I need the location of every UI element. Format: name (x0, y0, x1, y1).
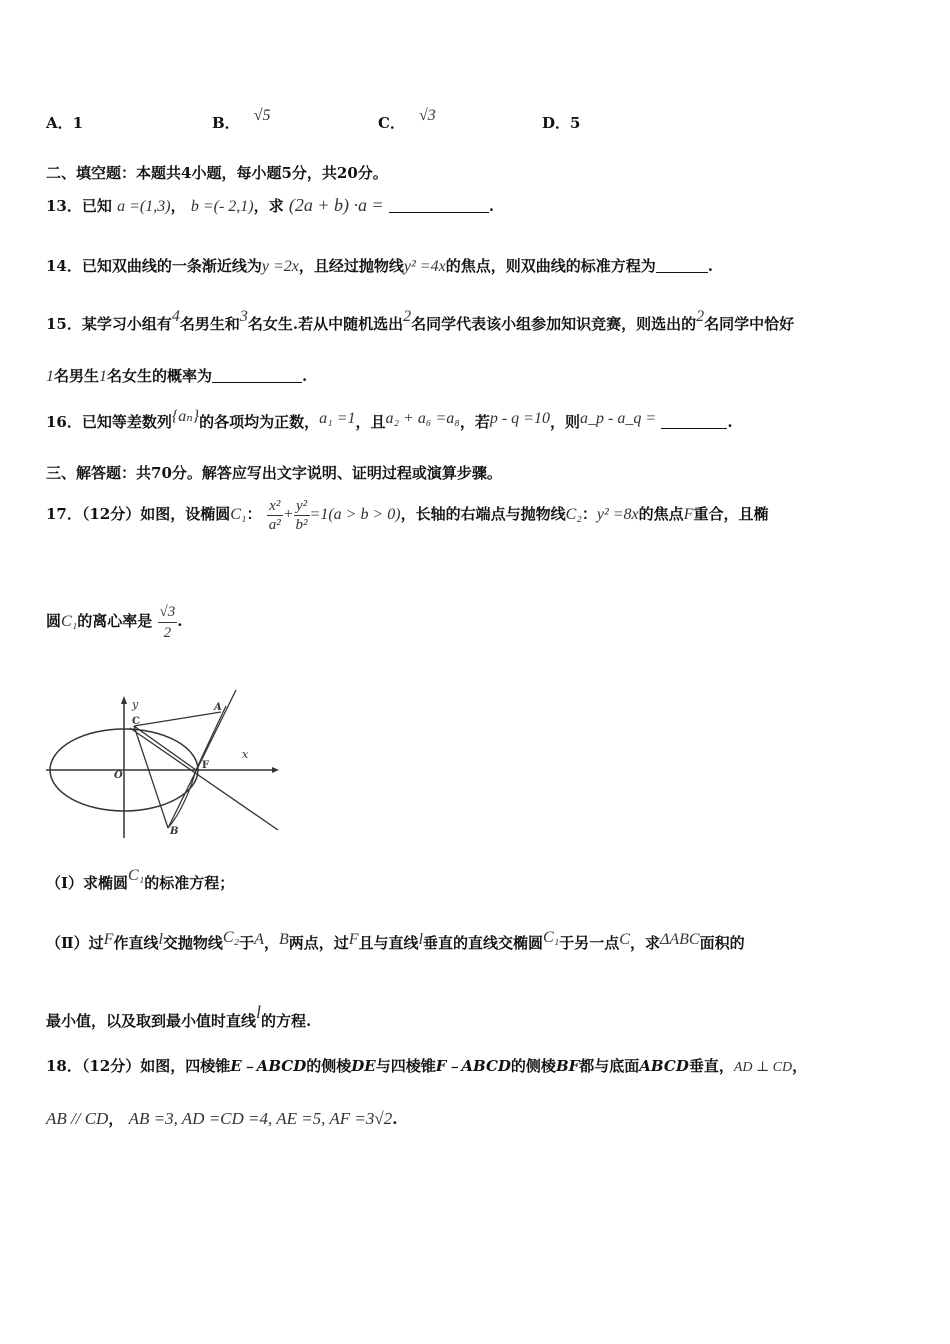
q16-answer-blank[interactable] (661, 414, 727, 429)
q15-text-6: 名男生 (54, 367, 100, 385)
q16-condition: a₂ + a₆ =a₈ (385, 410, 460, 427)
option-b (212, 107, 271, 133)
q17-colon: ： (246, 505, 262, 523)
q17-part2-text-d: 于 (239, 934, 255, 952)
q17-parabola: y² =8x (596, 506, 639, 523)
q17-part2-line2-a: 最小值，以及取到最小值时直线 (46, 1012, 257, 1030)
question-15-line2 (46, 365, 307, 386)
q17-part1 (46, 867, 235, 893)
q15-text-3: 名女生.若从中随机选出 (247, 315, 404, 333)
q17-part2-text-g: 且与直线 (358, 934, 419, 952)
option-a-value: 1 (72, 114, 84, 132)
q15-text-5: 名同学中恰好 (704, 315, 795, 333)
q15-num-select-2: 2 (696, 308, 705, 325)
q16-text-1: 16．已知等差数列 (46, 413, 172, 431)
q13-ask: ，求 (253, 197, 284, 215)
q14-prefix: 14．已知双曲线的一条渐近线为 (46, 257, 262, 275)
q17-part2-point-b: B (278, 931, 289, 948)
q17-part2-point-c: C (619, 931, 630, 948)
x-axis-arrow (272, 767, 279, 773)
q17-part2-text-c: 交抛物线 (162, 934, 223, 952)
q15-num-boys: 4 (171, 308, 180, 325)
q18-edge-de: DE (351, 1057, 376, 1075)
q17-part2-text-f: 两点，过 (288, 934, 349, 952)
q15-num-girls: 3 (239, 308, 248, 325)
q16-sequence: {aₙ} (171, 408, 200, 425)
q18-end: . (392, 1110, 398, 1128)
section3-heading: 三、解答题：共70分。解答应写出文字说明、证明过程或演算步骤。 (46, 464, 502, 482)
label-a: A (214, 702, 222, 713)
q18-text-2: 的侧棱 (306, 1057, 352, 1075)
q17-c1: C₁ (230, 506, 247, 523)
q16-text-4: ，若 (459, 413, 490, 431)
option-d-label: D． (542, 114, 571, 132)
q13-sep: ， (170, 197, 186, 215)
q15-num-one-girl: 1 (99, 368, 108, 385)
q15-text-1: 15．某学习小组有 (46, 315, 172, 333)
option-b-label: B． (212, 114, 240, 132)
y-axis-arrow (121, 696, 127, 704)
q18-edge-bf: BF (555, 1057, 580, 1075)
q17-part2-text-a: （Ⅱ）过 (46, 934, 104, 952)
q17-part2-text-b: 作直线 (113, 934, 159, 952)
q15-num-select: 2 (403, 308, 412, 325)
q15-text-2: 名男生和 (179, 315, 240, 333)
q18-text-4: 的侧棱 (510, 1057, 556, 1075)
label-x: x (242, 748, 249, 761)
q16-pq: p - q =10 (489, 410, 550, 427)
q18-parallel: AB // CD (46, 1109, 109, 1128)
q18-pyramid-e: E﹣ABCD (230, 1057, 307, 1075)
line-l (168, 690, 236, 828)
question-16 (46, 408, 733, 432)
q17-part2-line1 (46, 929, 745, 953)
q14-parabola: y² =4x (403, 258, 446, 275)
q17-part2-text-j: ，求 (629, 934, 660, 952)
label-y: y (132, 698, 139, 711)
q18-text-7: ， (792, 1057, 808, 1075)
q16-text-5: ，则 (549, 413, 580, 431)
q18-values: AB =3, AD =CD =4, AE =5, AF =3√2 (128, 1109, 393, 1128)
q15-end: . (302, 367, 308, 385)
q15-answer-blank[interactable] (212, 368, 302, 383)
segment-ca (134, 712, 221, 726)
q17-c2: C₂ (565, 506, 582, 523)
q16-text-3: ，且 (355, 413, 386, 431)
q17-ecc-den: 2 (163, 624, 172, 641)
q17-part1-post: 的标准方程； (144, 874, 235, 892)
option-c (378, 107, 436, 133)
q17-part2-line2-b: 的方程. (261, 1012, 312, 1030)
q17-frac-y-den: b² (295, 516, 308, 533)
q17-part1-pre: （Ⅰ）求椭圆 (46, 874, 129, 892)
question-13 (46, 195, 494, 216)
q17-focus-f: F (683, 506, 694, 523)
option-c-value: √3 (418, 107, 436, 124)
q17-part2-l: l (158, 931, 163, 948)
q17-text-1: 17．（12分）如图，设椭圆 (46, 505, 231, 523)
q16-end: . (727, 413, 733, 431)
q17-part2-point-a: A (254, 931, 264, 948)
q13-vector-b: b =(- 2,1) (190, 198, 254, 215)
option-b-value: √5 (253, 107, 271, 124)
q13-answer-blank[interactable] (389, 198, 489, 213)
q13-expression: (2a + b) ·a = (288, 195, 384, 215)
question-17-line1 (46, 494, 768, 534)
q14-post: 的焦点，则双曲线的标准方程为 (445, 257, 656, 275)
question-17-line2 (46, 598, 182, 644)
q17-part2-triangle: ΔABC (659, 931, 700, 948)
q17-frac-x-den: a² (268, 516, 281, 533)
option-c-label: C． (378, 114, 405, 132)
q18-text-5: 都与底面 (579, 1057, 640, 1075)
q13-prefix: 13．已知 (46, 197, 112, 215)
q17-frac-y (294, 497, 310, 534)
q17-part2-line2 (46, 1002, 312, 1031)
q13-vector-a: a =(1,3) (117, 198, 171, 215)
q17-text-2: ，长轴的右端点与抛物线 (400, 505, 566, 523)
q18-text-6: 垂直， (688, 1057, 734, 1075)
label-f: F (202, 760, 210, 771)
question-14 (46, 255, 713, 276)
q14-answer-blank[interactable] (656, 258, 708, 273)
q17-frac-x-num: x² (267, 497, 283, 516)
q17-c1-b: C₁ (61, 613, 78, 630)
q13-end: . (488, 197, 495, 215)
q17-frac-y-num: y² (294, 497, 310, 516)
q17-end: . (177, 612, 183, 630)
q18-text-8: ， (108, 1110, 124, 1128)
q14-end: . (707, 257, 713, 275)
q18-text-1: 18．（12分）如图，四棱锥 (46, 1057, 231, 1075)
q17-plus: + (282, 506, 294, 523)
q17-ecc-num: √3 (158, 602, 178, 623)
q17-frac-x (267, 497, 283, 534)
q16-difference: a_p - a_q = (579, 410, 657, 427)
q17-part2-text-i: 于另一点 (559, 934, 620, 952)
q17-text-5: 圆 (46, 612, 62, 630)
option-d-value: 5 (570, 114, 581, 132)
q17-text-6: 的离心率是 (77, 612, 153, 630)
segment-cb (134, 726, 168, 828)
q15-num-one-boy: 1 (46, 368, 54, 385)
label-b: B (170, 826, 179, 837)
q16-text-2: 的各项均为正数， (199, 413, 320, 431)
q17-text-4: 重合，且椭 (693, 505, 769, 523)
q17-part2-l-3: l (256, 1002, 262, 1022)
label-c: C (132, 716, 140, 727)
q14-mid: ，且经过抛物线 (298, 257, 404, 275)
q17-part2-c2: C₂ (222, 929, 240, 946)
question-15-line1 (46, 308, 795, 334)
q17-eccentricity (158, 602, 178, 643)
q17-part2-l-2: l (418, 931, 424, 948)
q14-asymptote: y =2x (261, 258, 299, 275)
q17-text-3: 的焦点 (638, 505, 684, 523)
q17-eq-tail: =1(a > b > 0) (309, 506, 401, 523)
q17-part2-f-2: F (348, 931, 359, 948)
q18-pyramid-f: F﹣ABCD (435, 1057, 511, 1075)
option-a (46, 112, 83, 133)
q17-part2-c1: C₁ (543, 929, 560, 946)
q17-part2-text-k: 面积的 (699, 934, 745, 952)
question-18-line2 (46, 1108, 397, 1129)
question-18-line1 (46, 1055, 807, 1076)
q17-part1-c1: C₁ (128, 867, 145, 884)
option-a-label: A． (46, 114, 73, 132)
q18-text-3: 与四棱锥 (375, 1057, 436, 1075)
q16-a1: a₁ =1 (319, 410, 356, 427)
q15-text-4: 名同学代表该小组参加知识竞赛，则选出的 (411, 315, 697, 333)
q17-part2-text-e: ， (263, 934, 279, 952)
option-d (542, 112, 580, 133)
q17-colon-2: ： (581, 505, 597, 523)
q17-part2-f: F (103, 931, 114, 948)
q15-text-7: 名女生的概率为 (107, 367, 213, 385)
q18-perpendicular: AD ⊥ CD (733, 1060, 793, 1075)
label-o: O (114, 770, 123, 781)
q17-part2-text-h: 垂直的直线交椭圆 (423, 934, 544, 952)
ellipse-parabola-figure (46, 688, 281, 838)
q18-base: ABCD (639, 1057, 689, 1075)
section2-heading: 二、填空题：本题共4小题，每小题5分，共20分。 (46, 164, 388, 182)
